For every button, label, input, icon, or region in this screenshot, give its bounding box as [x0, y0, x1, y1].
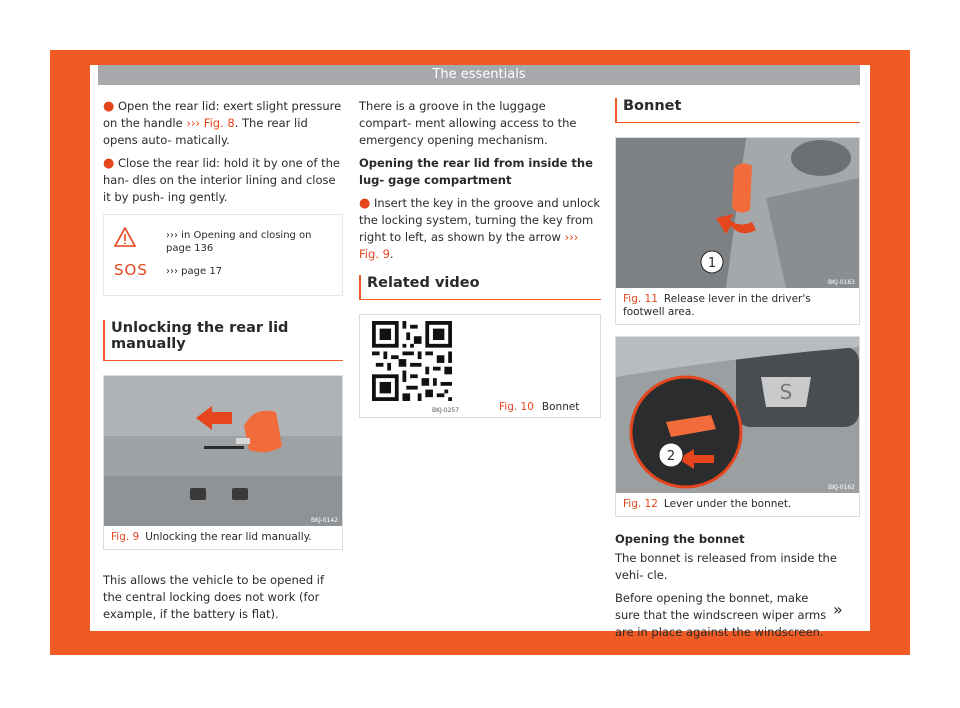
bullet-insert-key: ● Insert the key in the groove and unlock the locking system, turning the key from right to left, as shown by the arrow ››› Fig. 9. [359, 196, 601, 261]
figure-12 [615, 336, 860, 517]
bullet-dot-icon: ● [103, 99, 115, 114]
column-3 [615, 98, 860, 647]
fig11-callout-label: 1 [707, 256, 717, 271]
paragraph-bonnet-released: The bonnet is released from inside the vehi- cle. [615, 551, 837, 582]
rear-lid-illustration [104, 376, 342, 526]
bonnet-lever-illustration [616, 337, 859, 493]
paragraph-central-locking: This allows the vehicle to be opened if the central locking does not work (for example, if the battery is flat). [103, 573, 325, 621]
fig10-code: BKJ-0257 [432, 407, 460, 414]
bullet-open-rear-lid: ● Open the rear lid: exert slight pressure on the handle ››› Fig. 8. The rear lid opens auto- matically. [103, 99, 342, 147]
continued-marker: » [833, 600, 843, 619]
subhead-opening-bonnet: Opening the bonnet [615, 532, 745, 546]
warning-box [103, 214, 343, 296]
fig9-caption: Fig. 9 Unlocking the rear lid manually. [111, 531, 312, 543]
section-title-related-video: Related video [359, 275, 601, 300]
fig12-caption: Fig. 12 Lever under the bonnet. [623, 498, 792, 510]
bullet-dot-icon: ● [359, 196, 371, 211]
sos-reference[interactable]: ››› page 17 [166, 266, 223, 277]
fig9-image [104, 376, 342, 526]
column-1 [103, 98, 343, 629]
fig9-link[interactable]: ››› Fig. 9 [359, 230, 579, 261]
footwell-illustration [616, 138, 859, 288]
figure-11 [615, 137, 860, 325]
warning-reference[interactable]: ››› in Opening and closing on page 136 [166, 230, 312, 254]
figure-9 [103, 375, 343, 550]
figure-10 [359, 314, 601, 418]
fig12-callout-label: 2 [666, 449, 676, 464]
subhead-opening-inside: Opening the rear lid from inside the lug- gage compartment [359, 156, 593, 187]
page-header: The essentials [98, 65, 860, 85]
column-2 [359, 98, 601, 418]
fig11-image [616, 138, 859, 288]
fig9-code: BKJ-0142 [310, 517, 338, 524]
fig10-caption: Fig. 10 Bonnet [499, 401, 580, 413]
qr-code-icon[interactable] [372, 321, 452, 401]
sos-icon: SOS [114, 261, 148, 279]
paragraph-groove: There is a groove in the luggage compart- ment allowing access to the emergency opening mechanism. [359, 99, 577, 147]
fig12-image [616, 337, 859, 493]
fig11-code: BKJ-0163 [827, 279, 855, 286]
fig8-link[interactable]: ››› Fig. 8 [186, 116, 235, 130]
bullet-dot-icon: ● [103, 156, 115, 171]
fig11-caption: Fig. 11 Release lever in the driver's footwell area. [623, 293, 811, 318]
paragraph-wiper-arms: Before opening the bonnet, make sure that the windscreen wiper arms are in place against the windscreen. [615, 591, 827, 639]
bullet-close-rear-lid: ● Close the rear lid: hold it by one of the han- dles on the interior lining and close it by push- ing gently. [103, 156, 340, 204]
page-number: 17 [846, 620, 860, 633]
section-title-bonnet: Bonnet [615, 98, 860, 123]
svg-text:S: S [779, 380, 793, 404]
fig12-code: BKJ-0162 [827, 484, 855, 491]
section-title-unlocking: Unlocking the rear lid manually [103, 320, 343, 361]
warning-triangle-icon [114, 227, 136, 247]
